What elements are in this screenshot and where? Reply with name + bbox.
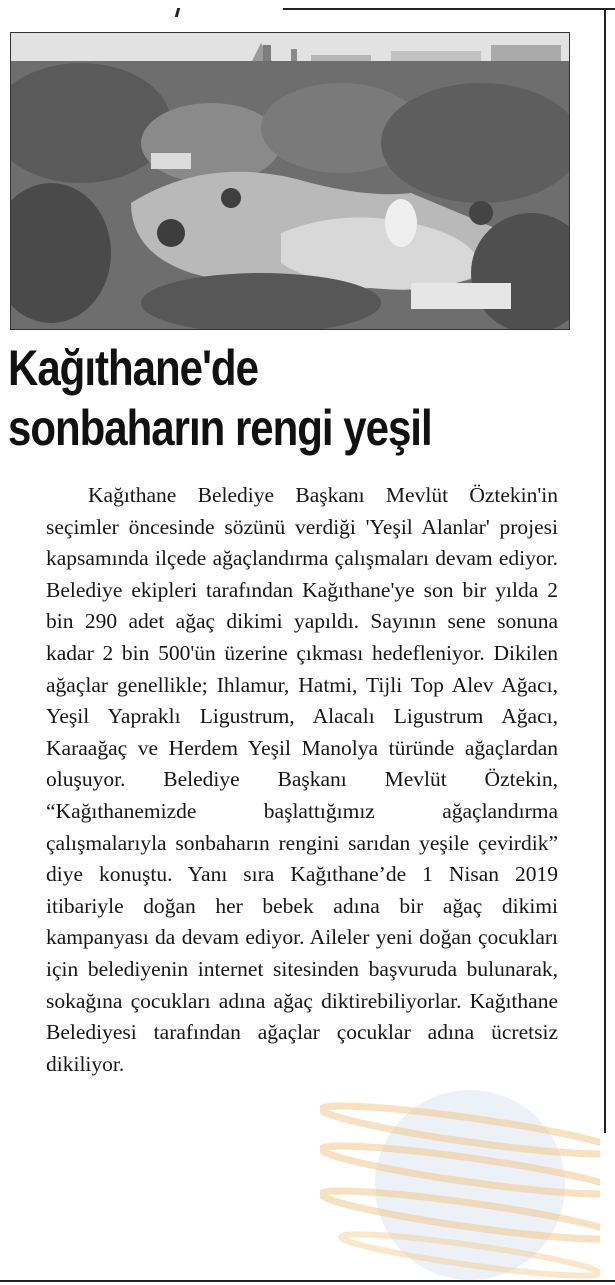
- headline-line-1: Kağıthane'de: [8, 340, 258, 396]
- print-speck: [175, 8, 180, 17]
- column-rule: [604, 8, 606, 1133]
- article-body: [46, 480, 558, 1080]
- article-headline: [8, 338, 487, 458]
- bottom-rule: [0, 1280, 615, 1282]
- park-photo: [10, 32, 570, 330]
- headline-line-2: sonbaharın rengi yeşil: [8, 400, 432, 456]
- archive-watermark: [320, 1090, 600, 1280]
- article-paragraph: Kağıthane Belediye Başkanı Mevlüt Öztekin'in seçimler öncesinde sözünü verdiği 'Yeşil Alanlar' projesi kapsamında ilçede ağaçlandırma çalışmaları devam ediyor. Belediye ekipleri tarafından Kağıthane'ye son bir yılda 2 bin 290 adet ağaç dikimi yapıldı. Sayının sene sonuna kadar 2 bin 500'ün üzerine çıkması hedefleniyor. Dikilen ağaçlar genellikle; Ihlamur, Hatmi, Tijli Top Alev Ağacı, Yeşil Yapraklı Ligustrum, Alacalı Ligustrum Ağacı, Karaağaç ve Herdem Yeşil Manolya türünde ağaçlardan oluşuyor. Belediye Başkanı Mevlüt Öztekin, “Kağıthanemizde başlattığımız ağaçlandırma çalışmalarıyla sonbaharın rengini sarıdan yeşile çevirdik” diye konuştu. Yanı sıra Kağıthane’de 1 Nisan 2019 itibariyle doğan her bebek adına bir ağaç dikimi kampanyası da devam ediyor. Aileler yeni doğan çocukları için belediyenin internet sitesinden başvuruda bulunarak, sokağına çocukları adına ağaç diktirebiliyorlar. Kağıthane Belediyesi tarafından ağaçlar çocuklar adına ücretsiz dikiliyor.: [46, 483, 558, 1076]
- top-rule: [283, 8, 615, 10]
